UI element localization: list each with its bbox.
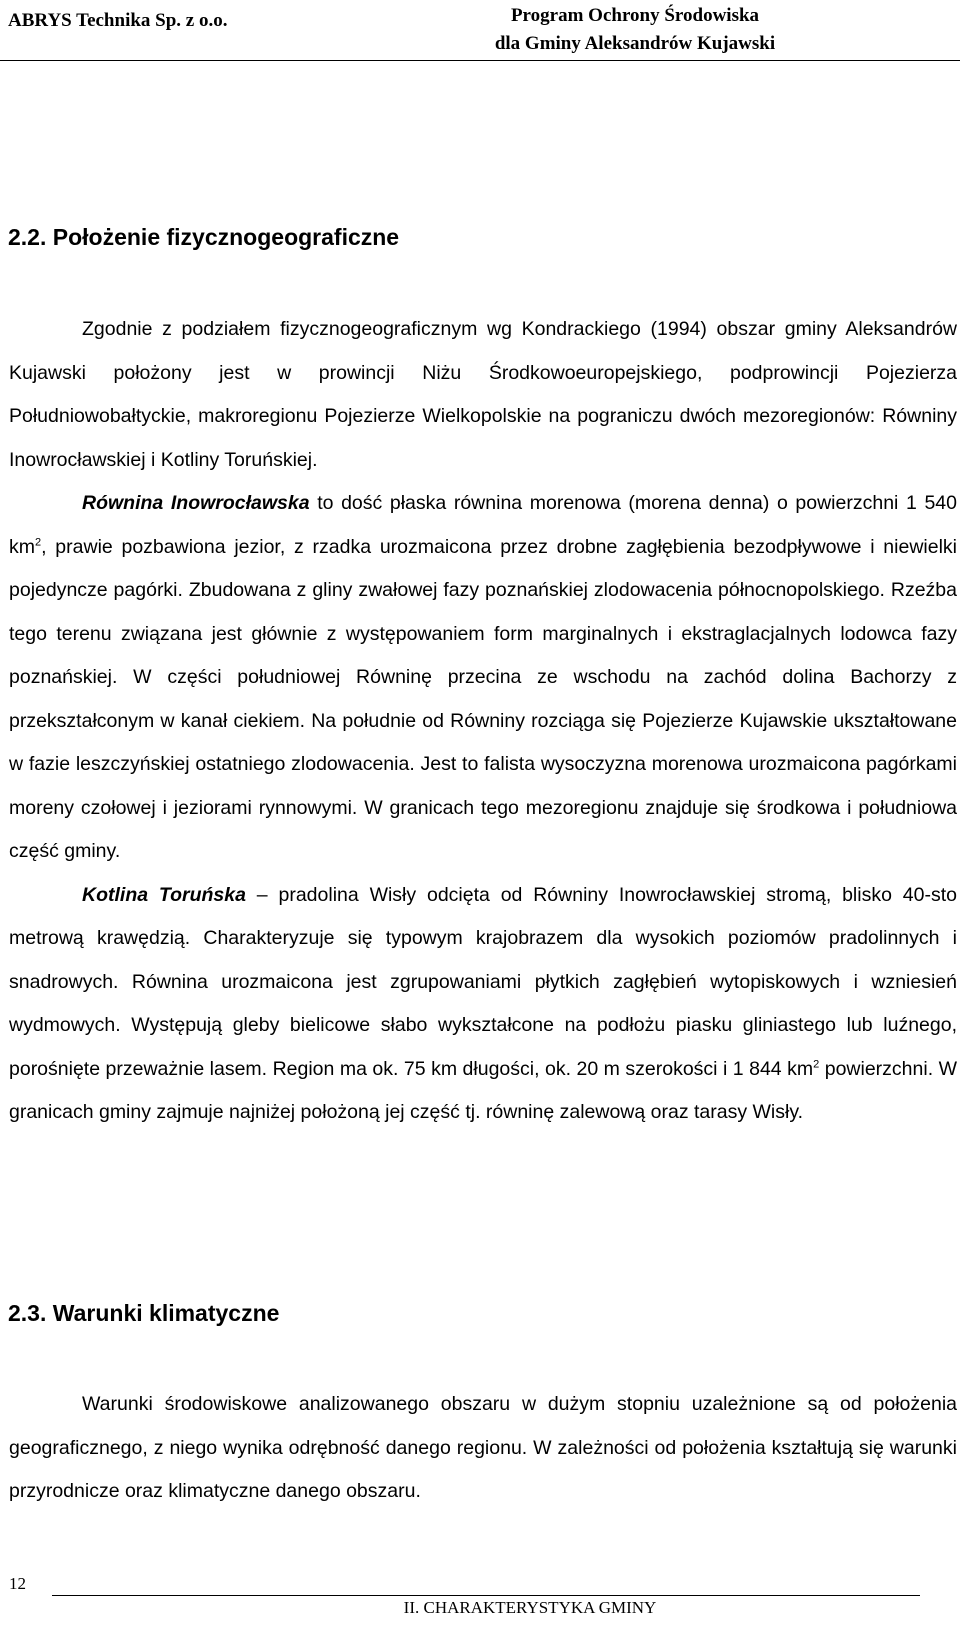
paragraph-kotlina-text-b: powierzchni. W granicach gminy zajmuje najniżej położoną jej część tj. równinę zalewową oraz tarasy Wisły. bbox=[9, 1057, 957, 1123]
program-title-line2: dla Gminy Aleksandrów Kujawski bbox=[494, 33, 776, 54]
section-heading-2-3: 2.3. Warunki klimatyczne bbox=[8, 1300, 280, 1326]
paragraph-kotlina-text-a: – pradolina Wisły odcięta od Równiny Inowrocławskiej stromą, blisko 40-sto metrową krawędzią. Charakteryzuje się typowym krajobrazem dla wysokich poziomów pradolinnych i snadrowych. Równina urozmaicona jest zgrupowaniami płytkich zagłębień wytopiskowych i wzniesień wydmowych. Występują gleby bielicowe słabo wykształcone na podłożu piasku gliniastego lub luźnego, porośnięte przeważnie lasem. Region ma ok. 75 km długości, ok. 20 m szerokości i 1 844 km bbox=[9, 883, 957, 1080]
superscript: 2 bbox=[813, 1058, 820, 1070]
paragraph-rownina-text-a: to dość płaska równina morenowa (morena denna) o powierzchni 1 540 km bbox=[9, 492, 957, 558]
section-2-2-body bbox=[9, 308, 957, 1135]
section-heading-2-2: 2.2. Położenie fizycznogeograficzne bbox=[8, 224, 400, 250]
paragraph-rownina bbox=[9, 482, 957, 874]
paragraph-rownina-text-b: , prawie pozbawiona jezior, z rzadka urozmaicona przez drobne zagłębienia bezodpływowe i niewielki pojedyncze pagórki. Zbudowana z gliny zwałowej fazy poznańskiej zlodowacenia północnopolskiego. Rzeźba tego terenu związana jest głównie z występowaniem form marginalnych i ekstraglacjalnych lodowca fazy poznańskiej. W części południowej Równinę przecina ze wschodu na zachód dolina Bachorzy z przekształconym w kanał ciekiem. Na południe od Równiny rozciąga się Pojezierze Kujawskie ukształtowane w fazie leszczyńskiej ostatniego zlodowacenia. Jest to falista wysoczyzna morenowa urozmaicona pagórkami moreny czołowej i jeziorami rynnowymi. W granicach tego mezoregionu znajduje się środkowa i południowa część gminy. bbox=[9, 535, 957, 862]
footer-chapter: II. CHARAKTERYSTYKA GMINY bbox=[403, 1598, 657, 1617]
program-title-line1: Program Ochrony Środowiska bbox=[510, 5, 760, 26]
page-header bbox=[0, 0, 960, 64]
section-2-3-body bbox=[9, 1383, 957, 1514]
company-name: ABRYS Technika Sp. z o.o. bbox=[8, 10, 228, 31]
superscript: 2 bbox=[35, 536, 42, 548]
paragraph-intro: Zgodnie z podziałem fizycznogeograficznym wg Kondrackiego (1994) obszar gminy Aleksandrów Kujawski położony jest w prowincji Niżu Środkowoeuropejskiego, podprowincji Pojezierza Południowobałtyckie, makroregionu Pojezierze Wielkopolskie na pograniczu dwóch mezoregionów: Równiny Inowrocławskiej i Kotliny Toruńskiej. bbox=[9, 318, 957, 471]
paragraph-climate: Warunki środowiskowe analizowanego obszaru w dużym stopniu uzależnione są od położenia geograficznego, z niego wynika odrębność danego regionu. W zależności od położenia kształtują się warunki przyrodnicze oraz klimatyczne danego obszaru. bbox=[9, 1393, 957, 1502]
term-rownina: Równina Inowrocławska bbox=[82, 492, 310, 514]
header-rule bbox=[0, 60, 960, 61]
footer-rule bbox=[52, 1595, 920, 1596]
program-title bbox=[478, 2, 792, 58]
page-number: 12 bbox=[9, 1574, 26, 1593]
paragraph-kotlina bbox=[9, 874, 957, 1135]
term-kotlina: Kotlina Toruńska bbox=[82, 883, 246, 906]
